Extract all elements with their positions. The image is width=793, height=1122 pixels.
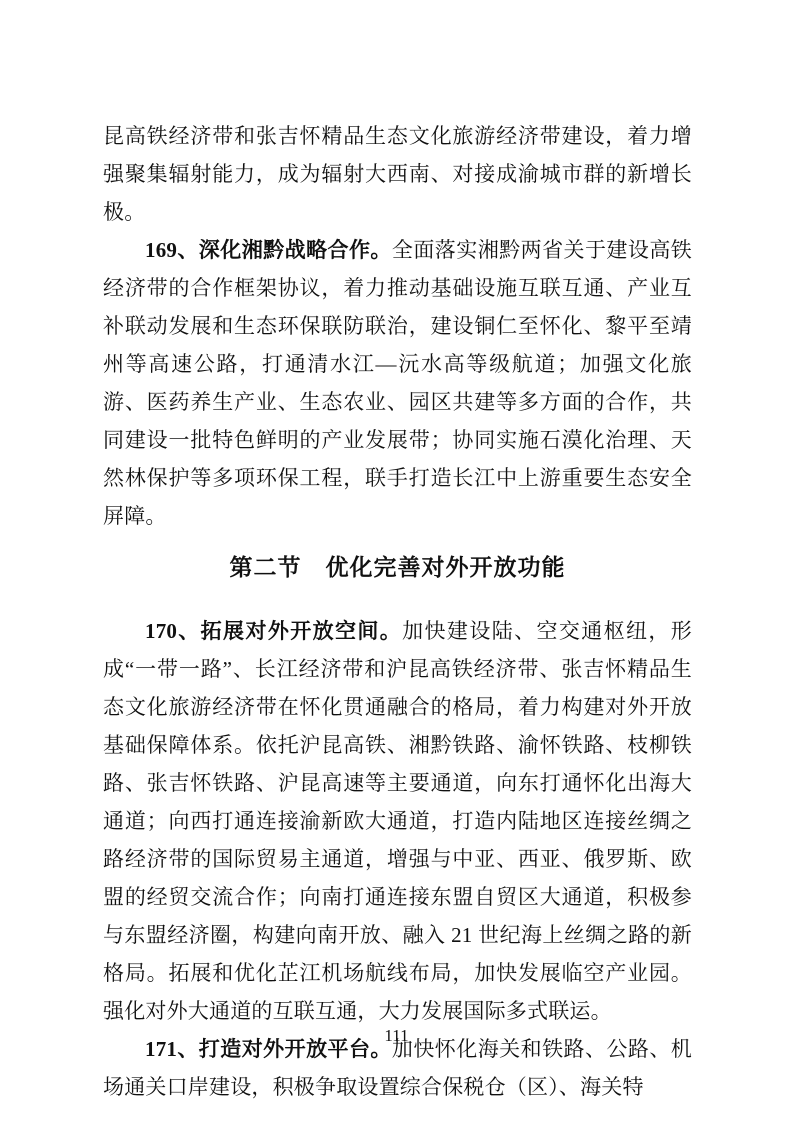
document-content — [103, 117, 692, 1106]
paragraph-continuation — [103, 117, 692, 231]
clause-171-title: 171、打造对外开放平台。 — [145, 1037, 392, 1061]
paragraph-text: 昆高铁经济带和张吉怀精品生态文化旅游经济带建设，着力增强聚集辐射能力，成为辐射大西南、对接成渝城市群的新增长极。 — [103, 124, 692, 224]
clause-171-body: 加快怀化海关和铁路、公路、机场通关口岸建设，积极争取设置综合保税仓（区）、海关特 — [103, 1037, 692, 1099]
clause-170-title: 170、拓展对外开放空间。 — [145, 619, 403, 643]
clause-170-body: 加快建设陆、空交通枢纽，形成“一带一路”、长江经济带和沪昆高铁经济带、张吉怀精品生态文化旅游经济带在怀化贯通融合的格局，着力构建对外开放基础保障体系。依托沪昆高铁、湘黔铁路、渝怀铁路、枝柳铁路、张吉怀铁路、沪昆高速等主要通道，向东打通怀化出海大通道；向西打通连接渝新欧大通道，打造内陆地区连接丝绸之路经济带的国际贸易主通道，增强与中亚、西亚、俄罗斯、欧盟的经贸交流合作；向南打通连接东盟自贸区大通道，积极参与东盟经济圈，构建向南开放、融入 21 世纪海上丝绸之路的新格局。拓展和优化芷江机场航线布局，加快发展临空产业园。强化对外大通道的互联互通，大力发展国际多式联运。 — [103, 619, 692, 1023]
clause-169-title: 169、深化湘黔战略合作。 — [145, 238, 392, 262]
page-number: 111 — [384, 1026, 409, 1045]
clause-169-body: 全面落实湘黔两省关于建设高铁经济带的合作框架协议，着力推动基础设施互联互通、产业互补联动发展和生态环保联防联治，建设铜仁至怀化、黎平至靖州等高速公路，打通清水江—沅水高等级航道；加强文化旅游、医药养生产业、生态农业、园区共建等多方面的合作，共同建设一批特色鲜明的产业发展带；协同实施石漠化治理、天然林保护等多项环保工程，联手打造长江中上游重要生态安全屏障。 — [103, 238, 692, 528]
paragraph-clause-169 — [103, 231, 692, 535]
paragraph-clause-170 — [103, 612, 692, 1030]
section-heading: 第二节 优化完善对外开放功能 — [229, 555, 566, 580]
